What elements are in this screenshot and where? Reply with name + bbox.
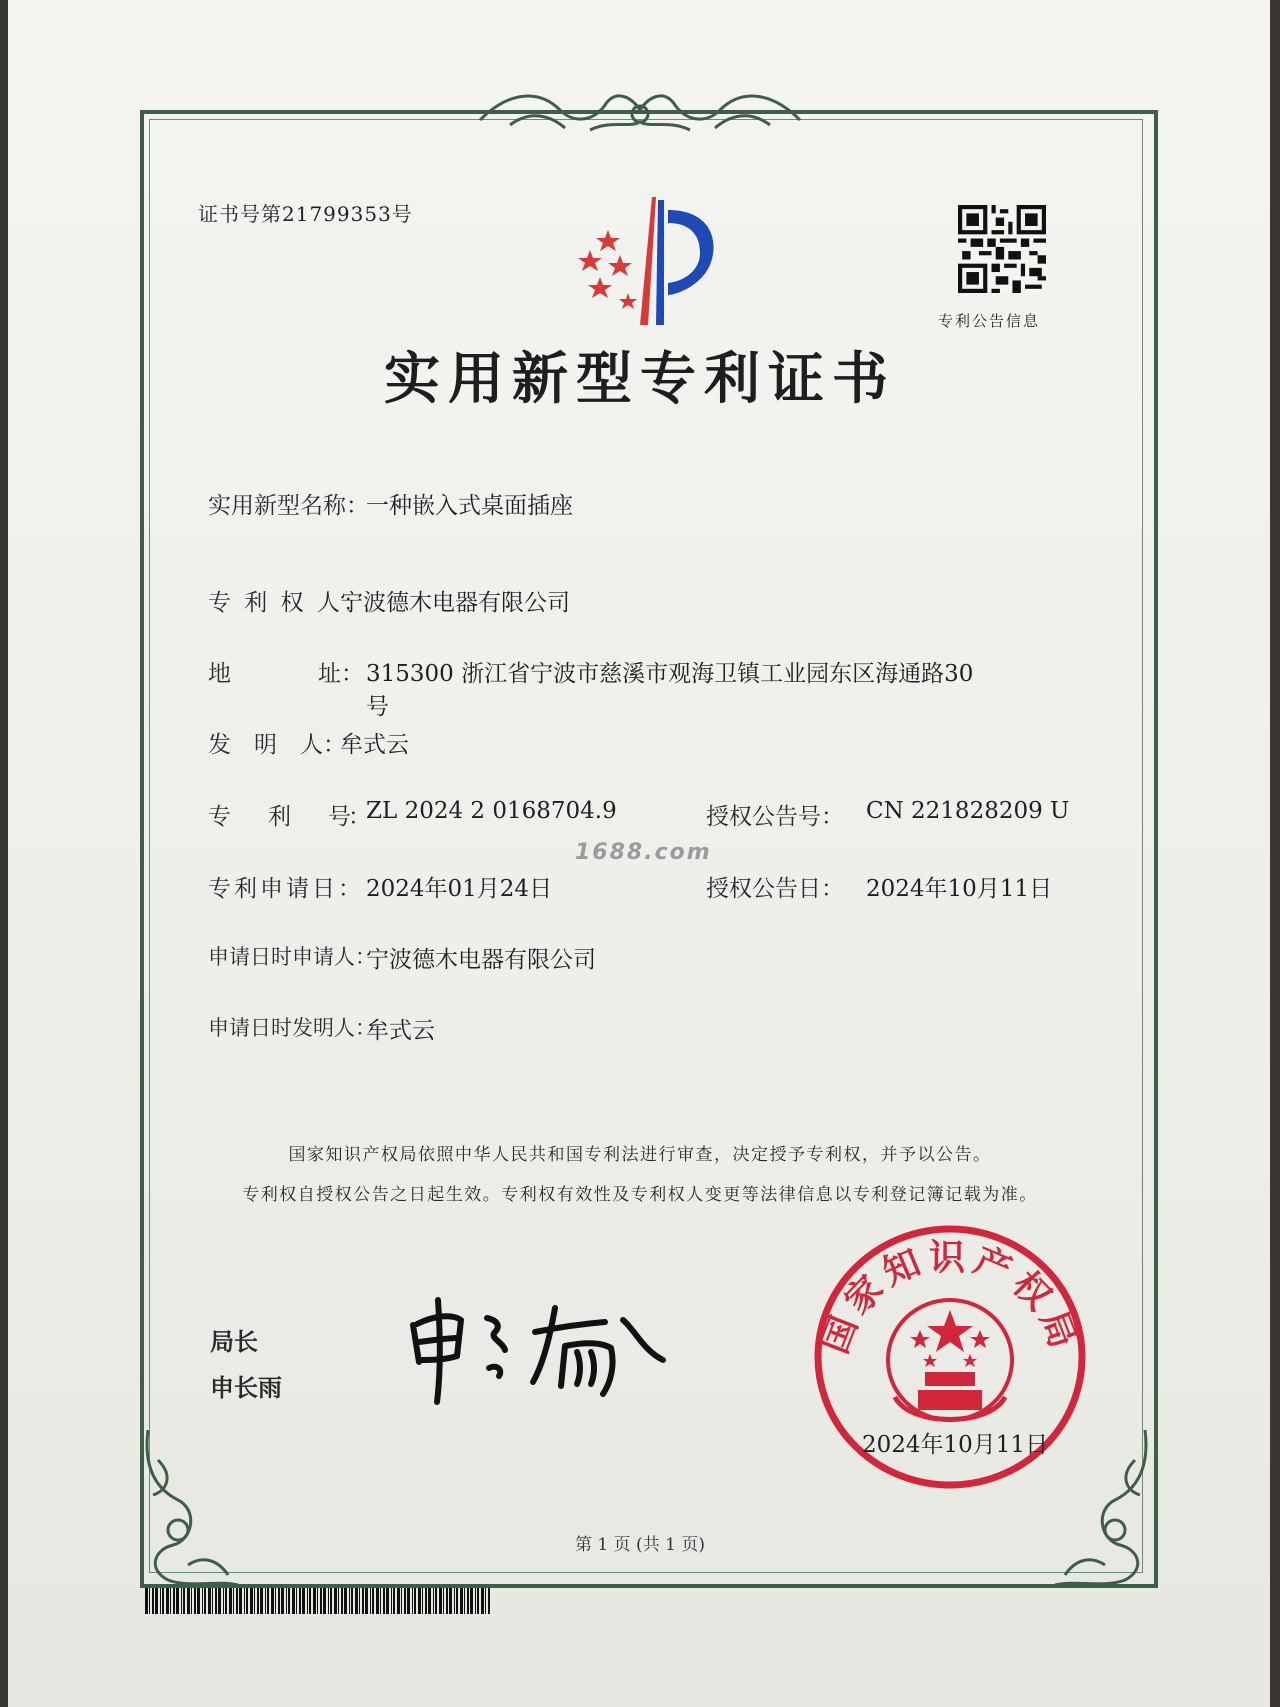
qr-caption: 专利公告信息 — [938, 312, 1041, 330]
handwritten-signature-icon — [405, 1290, 670, 1410]
bottom-left-ornament-icon — [138, 1430, 248, 1590]
patent-office-logo-icon — [560, 195, 730, 330]
inventor-value: 牟式云 — [340, 732, 409, 758]
grant-pub-date-value: 2024年10月11日 — [866, 876, 1053, 902]
notice-line-2: 专利权自授权公告之日起生效。专利权有效性及专利权人变更等法律信息以专利登记簿记载为准。 — [242, 1185, 1038, 1205]
patentee-label: 专 利 权 人： — [208, 590, 369, 616]
patentee-value: 宁波德木电器有限公司 — [340, 590, 570, 616]
patent-number-value: ZL 2024 2 0168704.9 — [366, 798, 617, 824]
address-value-line2: 号 — [366, 694, 389, 720]
inventor-at-filing-value: 牟式云 — [366, 1018, 435, 1044]
applicant-at-filing-value: 宁波德木电器有限公司 — [366, 947, 596, 973]
certificate-number: 证书号第21799353号 — [198, 202, 413, 226]
applicant-at-filing-label: 申请日时申请人： — [208, 945, 376, 969]
seal-date: 2024年10月11日 — [862, 1432, 1049, 1458]
application-date-value: 2024年01月24日 — [366, 876, 553, 902]
name-value: 一种嵌入式桌面插座 — [366, 493, 573, 519]
patent-number-label: 专 利 号： — [208, 804, 368, 830]
notice-line-1: 国家知识产权局依照中华人民共和国专利法进行审查，决定授予专利权，并予以公告。 — [288, 1145, 992, 1165]
director-title: 局长 — [210, 1328, 258, 1356]
top-ornament-icon — [470, 80, 810, 140]
inventor-at-filing-label: 申请日时发明人： — [208, 1016, 376, 1040]
certificate-title: 实用新型专利证书 — [384, 347, 896, 412]
grant-pub-date-label: 授权公告日： — [706, 876, 844, 902]
inventor-label: 发 明 人： — [208, 732, 346, 758]
grant-pub-number-value: CN 221828209 U — [866, 798, 1070, 824]
seal-text: 国家知识产权局 — [814, 1237, 1086, 1360]
barcode-icon — [145, 1588, 490, 1614]
name-label: 实用新型名称： — [208, 493, 369, 519]
address-label-char: 地 — [208, 661, 231, 687]
application-date-label: 专利申请日： — [208, 876, 364, 902]
page-number: 第 1 页 (共 1 页) — [575, 1535, 705, 1555]
grant-pub-number-label: 授权公告号： — [706, 804, 844, 830]
watermark: 1688.com — [575, 840, 712, 865]
director-name: 申长雨 — [210, 1374, 282, 1402]
qr-code-icon[interactable] — [958, 205, 1046, 293]
address-value-line1: 315300 浙江省宁波市慈溪市观海卫镇工业园东区海通路30 — [366, 661, 974, 687]
address-label-colon: 址： — [318, 661, 364, 687]
